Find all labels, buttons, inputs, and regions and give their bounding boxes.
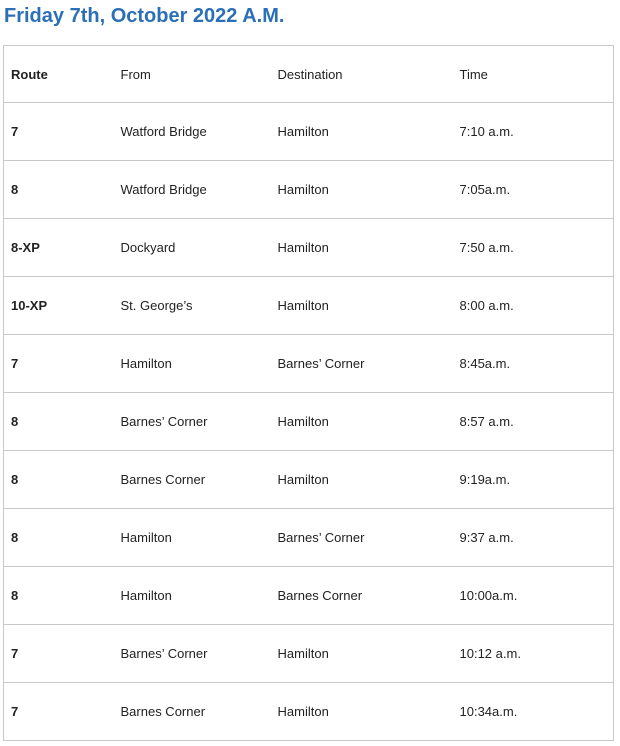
cell-destination: Barnes Corner [271,567,453,625]
cell-time: 10:12 a.m. [453,625,614,683]
cell-destination: Hamilton [271,219,453,277]
table-row [4,277,614,335]
table-row [4,335,614,393]
cell-destination: Hamilton [271,103,453,161]
cell-from: Watford Bridge [114,103,271,161]
cell-time: 10:00a.m. [453,567,614,625]
header-row [4,46,614,103]
table-row [4,161,614,219]
cell-from: St. George’s [114,277,271,335]
cell-time: 7:05a.m. [453,161,614,219]
header-route: Route [4,46,114,103]
table-body [4,103,614,741]
table-row [4,451,614,509]
cell-route: 7 [4,335,114,393]
cell-time: 9:19a.m. [453,451,614,509]
cell-time: 7:50 a.m. [453,219,614,277]
cell-from: Hamilton [114,335,271,393]
cell-destination: Hamilton [271,161,453,219]
cell-destination: Barnes’ Corner [271,509,453,567]
cell-time: 10:34a.m. [453,683,614,741]
table-row [4,219,614,277]
cell-from: Barnes Corner [114,683,271,741]
cell-destination: Hamilton [271,393,453,451]
cell-time: 9:37 a.m. [453,509,614,567]
table-row [4,103,614,161]
page-title: Friday 7th, October 2022 A.M. [4,5,285,27]
header-destination: Destination [271,46,453,103]
cell-time: 8:45a.m. [453,335,614,393]
cell-route: 7 [4,625,114,683]
table-row [4,683,614,741]
cell-from: Hamilton [114,509,271,567]
table-row [4,509,614,567]
cell-from: Barnes’ Corner [114,393,271,451]
cell-destination: Hamilton [271,451,453,509]
cell-from: Watford Bridge [114,161,271,219]
cell-from: Barnes’ Corner [114,625,271,683]
cell-route: 7 [4,683,114,741]
cell-route: 7 [4,103,114,161]
header-from: From [114,46,271,103]
cell-from: Dockyard [114,219,271,277]
cell-destination: Hamilton [271,625,453,683]
cell-route: 10-XP [4,277,114,335]
cell-time: 8:00 a.m. [453,277,614,335]
table-row [4,567,614,625]
cell-from: Barnes Corner [114,451,271,509]
cell-time: 8:57 a.m. [453,393,614,451]
cell-route: 8 [4,509,114,567]
table-row [4,393,614,451]
header-time: Time [453,46,614,103]
cell-destination: Barnes’ Corner [271,335,453,393]
cell-route: 8 [4,161,114,219]
cell-route: 8 [4,451,114,509]
cell-destination: Hamilton [271,277,453,335]
cell-destination: Hamilton [271,683,453,741]
cell-route: 8-XP [4,219,114,277]
cell-time: 7:10 a.m. [453,103,614,161]
bus-schedule-table [3,45,614,741]
cell-route: 8 [4,567,114,625]
cell-route: 8 [4,393,114,451]
table-header [4,46,614,103]
cell-from: Hamilton [114,567,271,625]
table-row [4,625,614,683]
